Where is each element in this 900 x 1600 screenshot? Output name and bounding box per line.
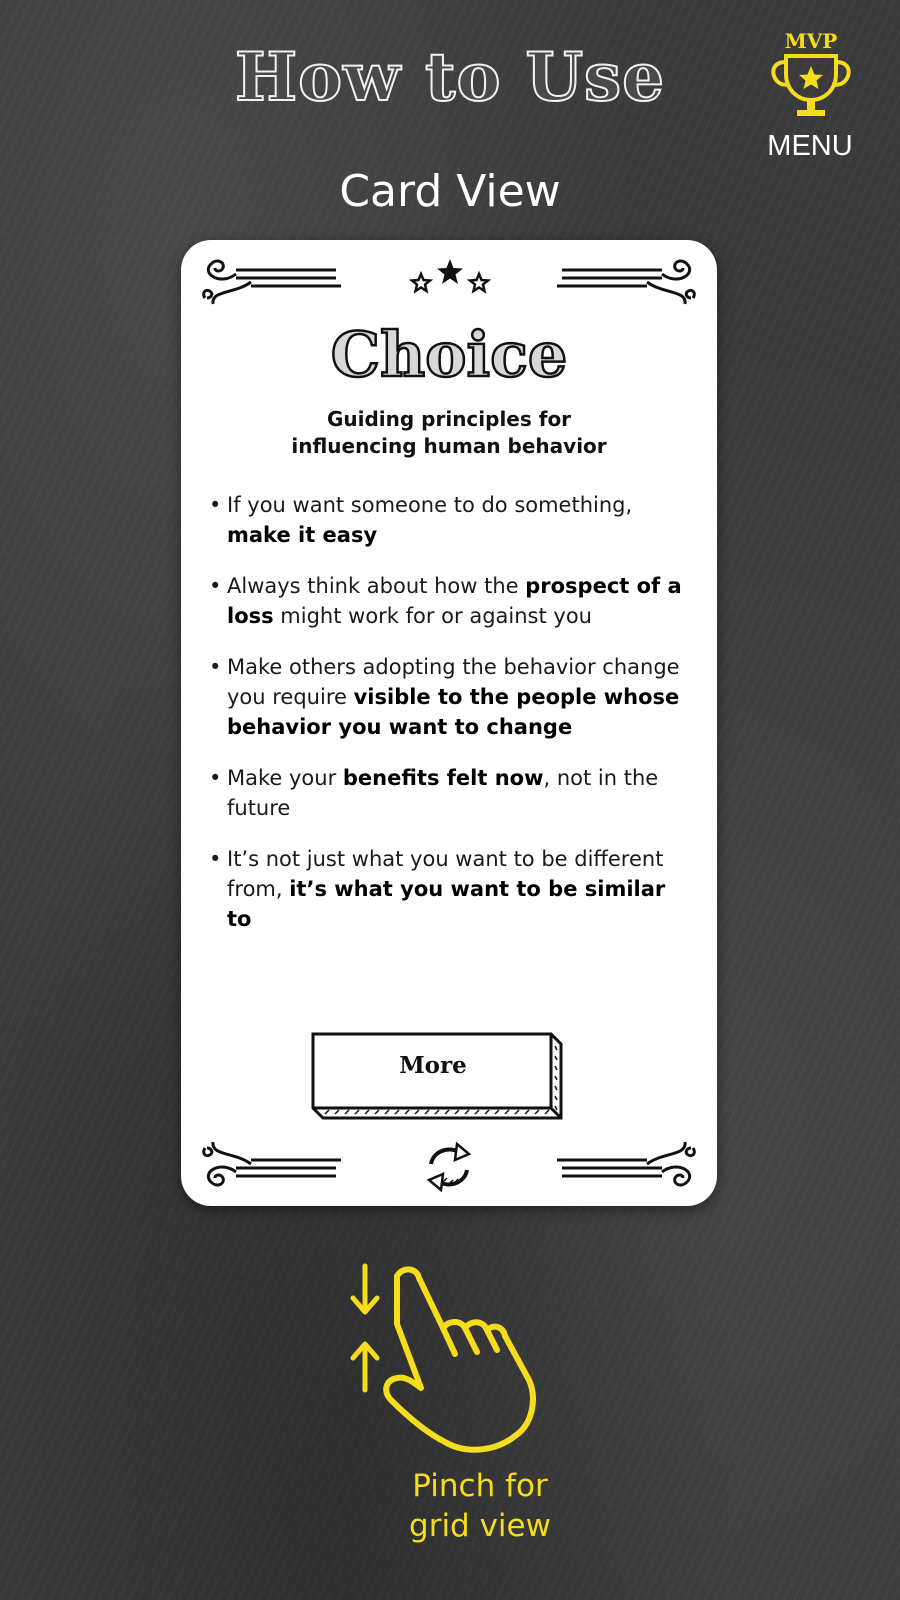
card-subtitle xyxy=(181,406,717,460)
flourish-bottom-right-icon xyxy=(547,1134,707,1194)
card-title: Choice xyxy=(330,318,568,391)
principle-item: • Make others adopting the behavior change you require visible to the people whose behavior you want to change xyxy=(209,655,680,739)
flip-card-icon[interactable] xyxy=(421,1142,477,1192)
flourish-top-right-icon xyxy=(547,252,707,312)
principle-item: • It’s not just what you want to be different from, it’s what you want to be similar to xyxy=(209,847,666,931)
flourish-top-left-icon xyxy=(191,252,351,312)
mvp-logo-text: MVP xyxy=(784,29,838,53)
pinch-hint-line2: grid view xyxy=(409,1508,551,1544)
flourish-bottom-left-icon xyxy=(191,1134,351,1194)
trophy-icon xyxy=(768,28,854,120)
pinch-hint-line1: Pinch for xyxy=(412,1468,548,1504)
menu-button[interactable] xyxy=(760,28,860,168)
principle-item: • Always think about how the prospect of a loss might work for or against you xyxy=(209,574,682,628)
stars-icon xyxy=(409,256,491,296)
card-subtitle-line1: Guiding principles for xyxy=(326,407,572,431)
pinch-gesture-icon xyxy=(345,1262,545,1467)
more-button-label: More xyxy=(399,1052,467,1079)
principle-item: • If you want someone to do something, make it easy xyxy=(209,493,633,547)
menu-label: MENU xyxy=(767,130,853,162)
card-subtitle-line2: influencing human behavior xyxy=(291,434,607,458)
pinch-hint xyxy=(340,1466,620,1546)
more-button[interactable] xyxy=(305,1026,567,1122)
principle-card xyxy=(181,240,717,1206)
page-title: How to Use xyxy=(234,38,666,116)
principle-item: • Make your benefits felt now, not in the future xyxy=(209,766,659,820)
view-subtitle: Card View xyxy=(339,166,561,217)
principles-list xyxy=(205,490,695,955)
